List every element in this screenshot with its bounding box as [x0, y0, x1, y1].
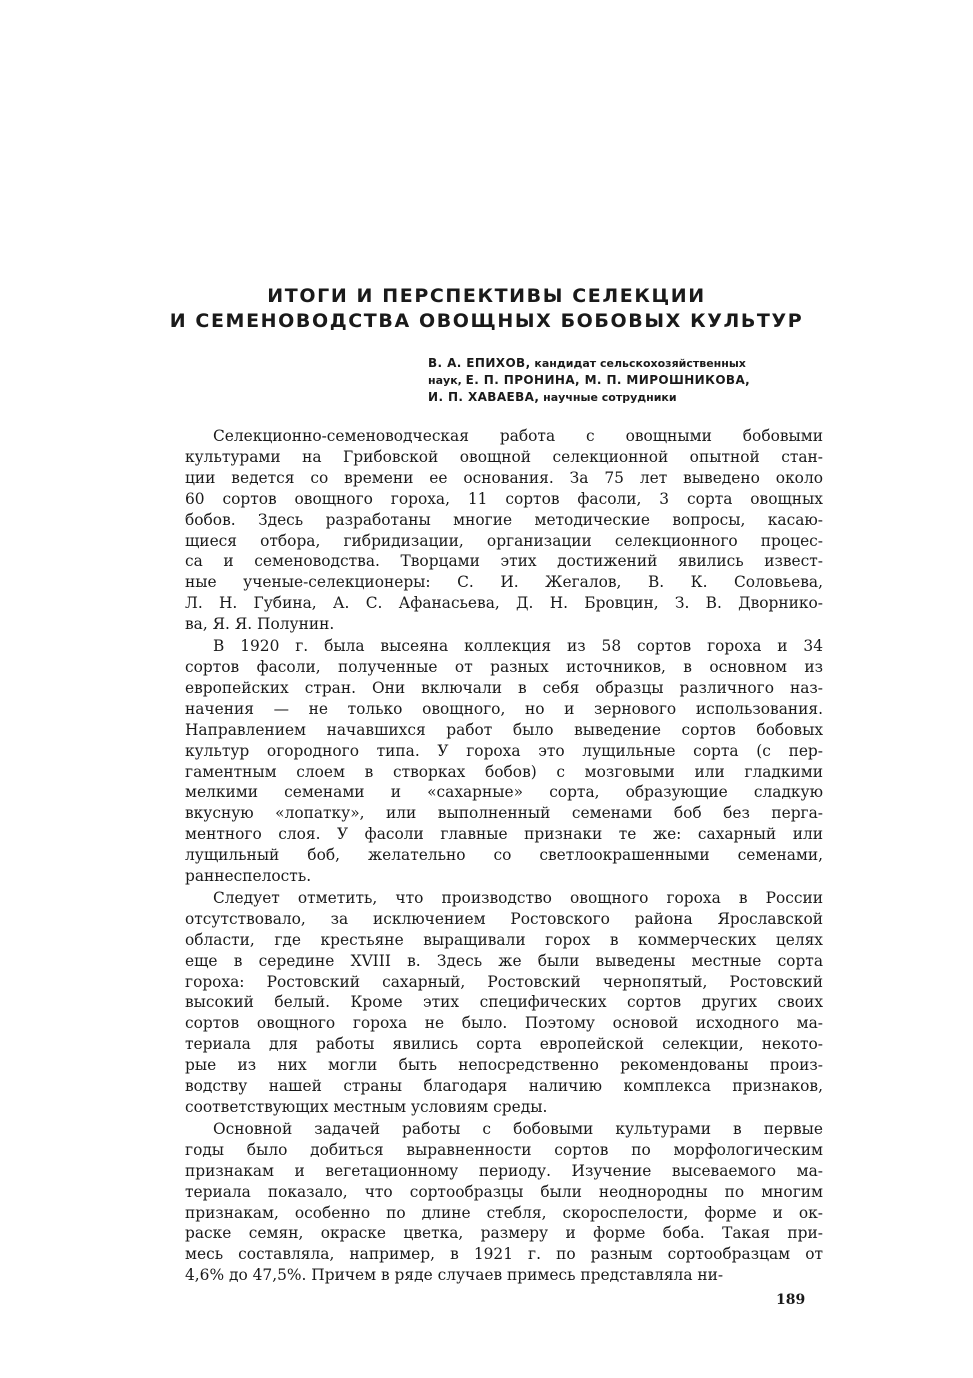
authors-line-3: [428, 389, 828, 406]
author-names: Е. П. ПРОНИНА, М. П. МИРОШНИКОВА,: [465, 373, 751, 387]
page-number: 189: [776, 1292, 806, 1308]
paragraph: [185, 1119, 823, 1286]
author-name: В. А. ЕПИХОВ,: [428, 356, 531, 370]
text-line: ции ведется со времени ее основания. За 75 лет выведено около: [185, 468, 823, 487]
text-line: еще в середине XVIII в. Здесь же были выведены местные сорта: [185, 951, 823, 970]
text-line: раске семян, окраске цветка, размеру и форме боба. Такая при-: [185, 1224, 823, 1243]
text-line: териала для работы явились сорта европейской селекции, некото-: [185, 1035, 823, 1054]
paragraph: [185, 426, 823, 635]
paragraph: [185, 888, 823, 1118]
text-line: бобов. Здесь разработаны многие методические вопросы, касаю-: [185, 510, 823, 529]
text-line: водству нашей страны благодаря наличию комплекса признаков,: [185, 1077, 823, 1096]
text-line: признакам и вегетационному периоду. Изучение высеваемого ма-: [185, 1161, 823, 1180]
author-role: кандидат сельскохозяйственных: [534, 357, 746, 370]
text-line: лущильный боб, желательно со светлоокрашенными семенами,: [185, 846, 823, 865]
text-line: отсутствовало, за исключением Ростовского района Ярославской: [185, 909, 823, 928]
text-line: 4,6% до 47,5%. Причем в ряде случаев примесь представляла ни-: [185, 1266, 724, 1285]
text-line: соответствующих местным условиям среды.: [185, 1098, 548, 1116]
text-line: ва, Я. Я. Полунин.: [185, 615, 335, 634]
text-line: высокий белый. Кроме этих специфических сортов других своих: [185, 993, 823, 1012]
text-line: Селекционно-семеноводческая работа с овощными бобовыми: [213, 427, 823, 445]
text-line: культур огородного типа. У гороха это лущильные сорта (с пер-: [185, 741, 823, 760]
text-line: области, где крестьяне выращивали горох в коммерческих целях: [185, 930, 823, 949]
article-body: [185, 426, 823, 1287]
author-role: наук,: [428, 374, 462, 387]
text-line: Л. Н. Губина, А. С. Афанасьева, Д. Н. Бровцин, З. В. Дворнико-: [185, 594, 823, 613]
text-line: Следует отметить, что производство овощного гороха в России: [213, 888, 823, 907]
author-role: научные сотрудники: [543, 391, 677, 404]
text-line: Направлением начавшихся работ было выведение сортов бобовых: [185, 720, 823, 739]
paragraph: [185, 636, 823, 887]
text-line: гаментным слоем в створках бобов) с мозговыми или гладкими: [185, 762, 823, 781]
authors-line-2: [428, 372, 828, 389]
text-line: начения — не только овощного, но и зернового использования.: [185, 699, 823, 718]
text-line: месь составляла, например, в 1921 г. по разным сортообразцам от: [185, 1245, 823, 1264]
text-line: сортов овощного гороха не было. Поэтому основой исходного ма-: [185, 1014, 823, 1033]
text-line: Основной задачей работы с бобовыми культурами в первые: [213, 1119, 823, 1138]
authors-block: [428, 355, 828, 406]
text-line: ментного слоя. У фасоли главные признаки те же: сахарный или: [185, 825, 823, 844]
text-line: рые из них могли быть непосредственно рекомендованы произ-: [185, 1056, 823, 1075]
text-line: щиеся отбора, гибридизации, организации селекционного процес-: [185, 531, 823, 550]
text-line: са и семеноводства. Творцами этих достижений явились извест-: [185, 552, 823, 571]
text-line: культурами на Грибовской овощной селекционной опытной стан-: [185, 447, 823, 466]
text-line: годы было добиться выравненности сортов по морфологическим: [185, 1140, 823, 1159]
text-line: ные ученые-селекционеры: С. И. Жегалов, В. К. Соловьева,: [185, 573, 823, 592]
authors-line-1: [428, 355, 828, 372]
article-title-line-2: И СЕМЕНОВОДСТВА ОВОЩНЫХ БОБОВЫХ КУЛЬТУР: [169, 310, 804, 332]
text-line: раннеспелость.: [185, 867, 312, 886]
text-line: гороха: Ростовский сахарный, Ростовский чернопятый, Ростовский: [185, 972, 823, 991]
text-line: мелкими семенами и «сахарные» сорта, образующие сладкую: [185, 783, 823, 802]
article-title-line-1: ИТОГИ И ПЕРСПЕКТИВЫ СЕЛЕКЦИИ: [267, 285, 706, 307]
text-line: признакам, особенно по длине стебля, скороспелости, форме и ок-: [185, 1203, 823, 1222]
text-line: В 1920 г. была высеяна коллекция из 58 сортов гороха и 34: [213, 637, 823, 656]
text-line: сортов фасоли, полученные от разных источников, в основном из: [185, 657, 823, 676]
text-line: териала показало, что сортообразцы были неоднородны по многим: [185, 1182, 823, 1201]
text-line: вкусную «лопатку», или выполненный семенами боб без перга-: [185, 804, 823, 823]
text-line: европейских стран. Они включали в себя образцы различного наз-: [185, 678, 823, 697]
author-name: И. П. ХАВАЕВА,: [428, 390, 540, 404]
text-line: 60 сортов овощного гороха, 11 сортов фасоли, 3 сорта овощных: [185, 489, 823, 508]
article-title: [150, 284, 823, 334]
